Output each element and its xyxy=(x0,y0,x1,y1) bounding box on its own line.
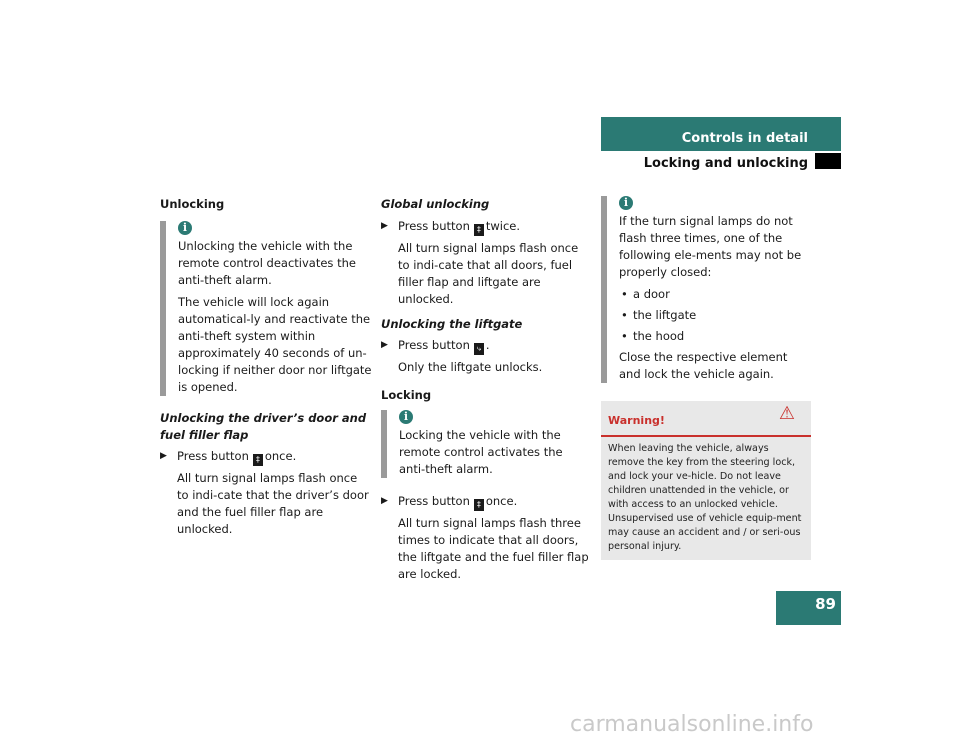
step-unlock-once: ▶ Press button ‡ once. xyxy=(160,449,297,464)
unlock-key-icon: ‡ xyxy=(474,224,484,236)
warning-triangle-icon: ⚠ xyxy=(778,403,795,424)
info-icon: i xyxy=(399,410,413,424)
warning-box xyxy=(601,401,811,560)
chapter-title: Controls in detail xyxy=(681,131,808,146)
heading-unlocking: Unlocking xyxy=(160,197,225,211)
page-number: 89 xyxy=(815,595,836,613)
note-text: The vehicle will lock again automatical-ly and reactivate the anti-theft system within approximately 40 seconds of un-locking if neither door nor liftgate is opened. xyxy=(178,295,372,394)
info-icon: i xyxy=(178,221,192,235)
list-item: • a door xyxy=(621,287,670,301)
note-text: Close the respective element and lock the vehicle again. xyxy=(619,350,788,381)
lock-key-icon: ‡ xyxy=(474,499,484,511)
column-2 xyxy=(381,196,591,583)
heading-unlocking-liftgate: Unlocking the liftgate xyxy=(381,317,523,331)
list-item: • the liftgate xyxy=(621,308,697,322)
info-note-unlocking xyxy=(160,221,372,396)
step-arrow-icon: ▶ xyxy=(381,340,388,350)
info-note-turn-signals xyxy=(601,196,811,383)
step-lock-once: ▶ Press button ‡ once. xyxy=(381,494,518,509)
section-marker xyxy=(815,153,841,169)
step-result: All turn signal lamps flash three times to indicate that all doors, the liftgate and the fuel filler flap are locked. xyxy=(398,516,589,581)
step-result: Only the liftgate unlocks. xyxy=(398,360,543,374)
step-unlock-twice: ▶ Press button ‡ twice. xyxy=(381,219,521,234)
liftgate-key-icon: ⤷ xyxy=(474,343,484,355)
step-arrow-icon: ▶ xyxy=(381,221,388,231)
section-title: Locking and unlocking xyxy=(643,156,808,171)
warning-text: When leaving the vehicle, always remove the key from the steering lock, and lock your ve-hicle. Do not leave children unattended in the vehicle, or with access to an unlocked vehicle. Unsupervised use of vehicle equip-ment may cause an accident and / or seri-ous personal injury. xyxy=(608,443,802,552)
unlock-key-icon: ‡ xyxy=(253,454,263,466)
step-result: All turn signal lamps flash once to indi-cate that the driver’s door and the fuel filler flap are unlocked. xyxy=(177,471,369,536)
list-item: • the hood xyxy=(621,329,685,343)
heading-global-unlocking: Global unlocking xyxy=(381,197,490,211)
note-text: Locking the vehicle with the remote control activates the anti-theft alarm. xyxy=(399,428,563,476)
warning-title: Warning! xyxy=(608,414,665,427)
step-result: All turn signal lamps flash once to indi-cate that all doors, fuel filler flap and liftgate are unlocked. xyxy=(398,241,579,306)
column-1 xyxy=(160,196,372,538)
subheading-drivers-door: Unlocking the driver’s door and fuel filler flap xyxy=(160,411,367,442)
column-3 xyxy=(601,196,811,560)
note-text: If the turn signal lamps do not flash three times, one of the following ele-ments may not be properly closed: xyxy=(619,214,802,279)
info-note-locking xyxy=(381,410,591,478)
heading-locking: Locking xyxy=(381,388,432,402)
note-text: Unlocking the vehicle with the remote control deactivates the anti-theft alarm. xyxy=(178,239,356,287)
step-arrow-icon: ▶ xyxy=(160,451,167,461)
info-icon: i xyxy=(619,196,633,210)
watermark: carmanualsonline.info xyxy=(570,712,814,737)
step-liftgate: ▶ Press button ⤷ . xyxy=(381,338,490,353)
step-arrow-icon: ▶ xyxy=(381,496,388,506)
